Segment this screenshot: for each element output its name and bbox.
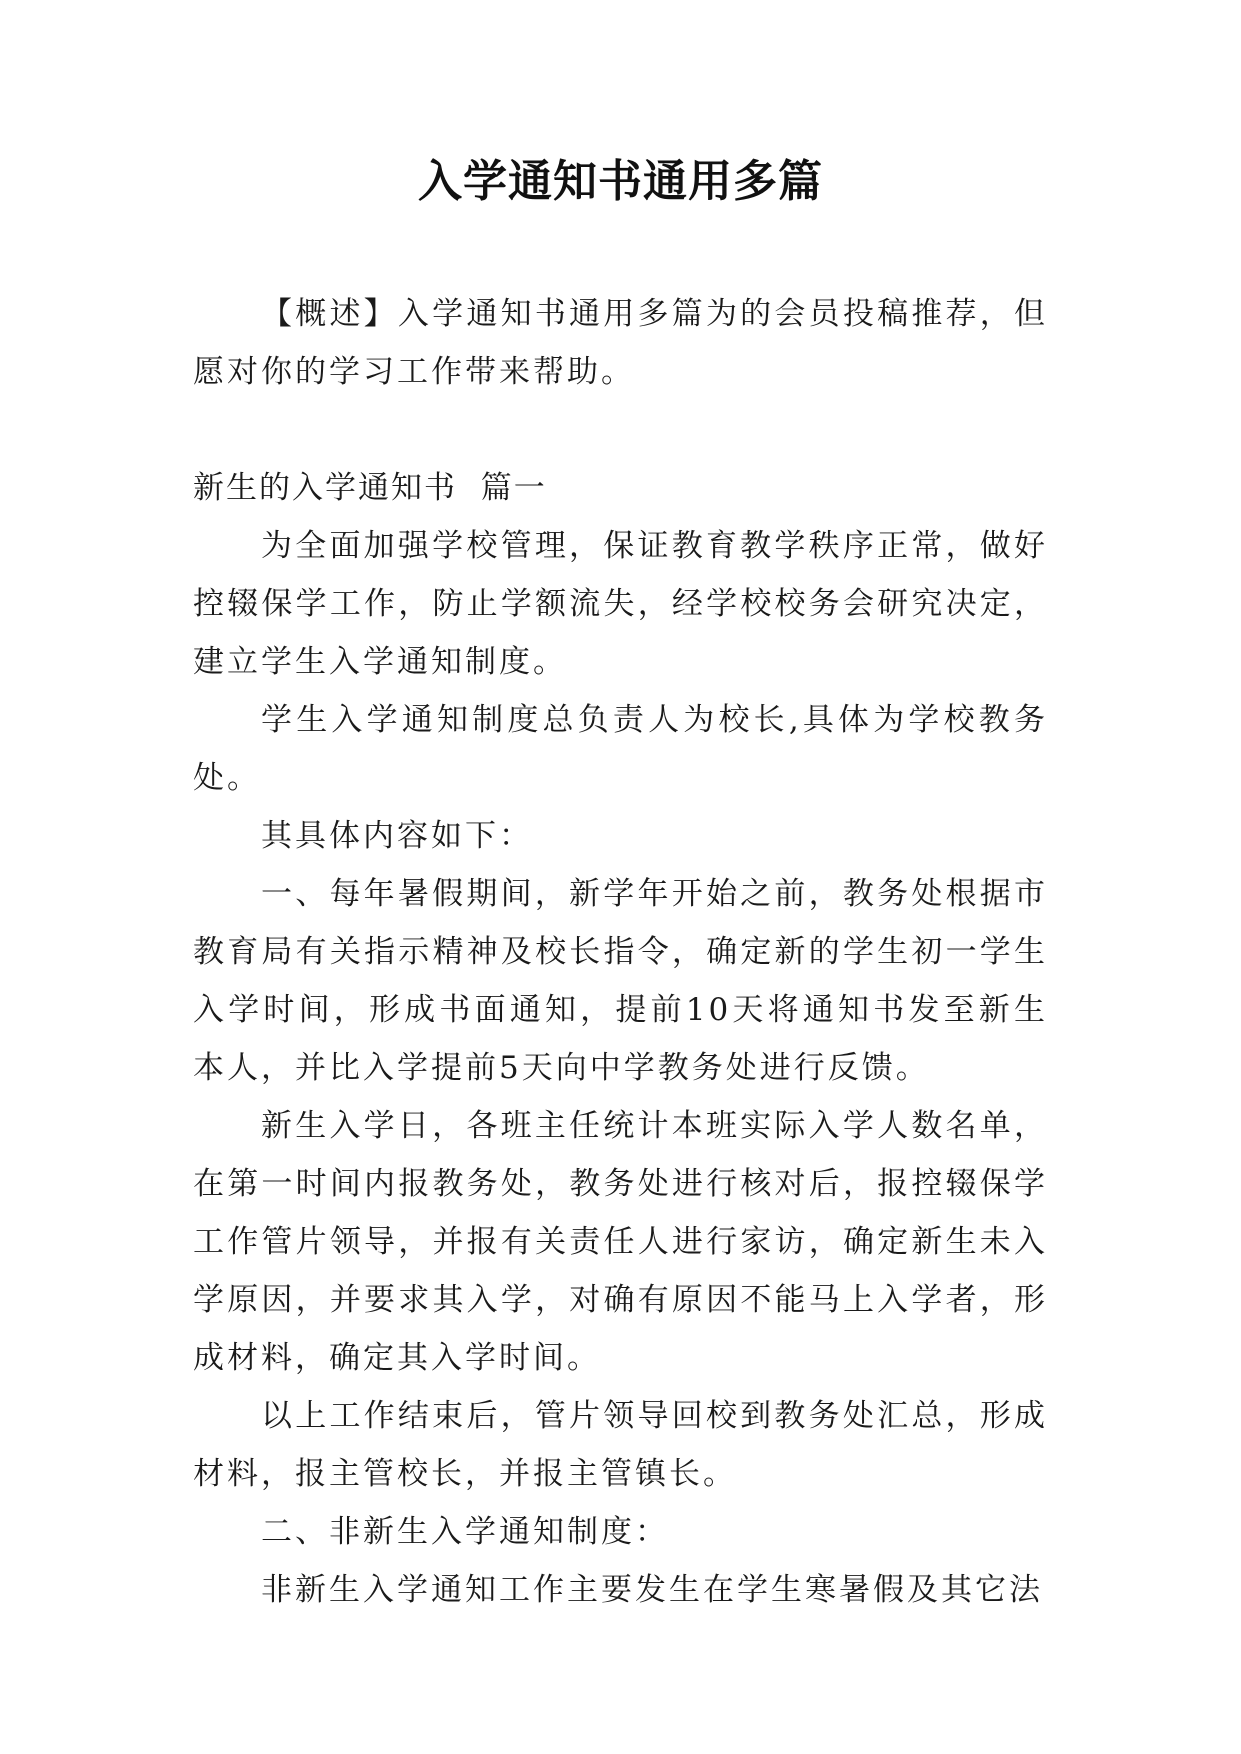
paragraph: 为全面加强学校管理，保证教育教学秩序正常，做好控辍保学工作，防止学额流失，经学校校务会研究决定，建立学生入学通知制度。 [193,528,1048,680]
document-title: 入学通知书通用多篇 [418,156,823,207]
paragraph: 一、每年暑假期间，新学年开始之前，教务处根据市教育局有关指示精神及校长指令，确定新的学生初一学生入学时间，形成书面通知，提前10天将通知书发至新生本人，并比入学提前5天向中学教务处进行反馈。 [193,876,1048,1086]
paragraph: 非新生入学通知工作主要发生在学生寒暑假及其它法 [261,1572,1043,1608]
section-heading: 新生的入学通知书 篇一 [193,470,547,506]
paragraph: 以上工作结束后，管片领导回校到教务处汇总，形成材料，报主管校长，并报主管镇长。 [193,1398,1048,1492]
paragraph: 学生入学通知制度总负责人为校长,具体为学校教务处。 [193,702,1048,796]
paragraph: 二、非新生入学通知制度： [261,1514,669,1550]
document-body [193,285,1048,1619]
paragraph: 新生入学日，各班主任统计本班实际入学人数名单，在第一时间内报教务处，教务处进行核对后，报控辍保学工作管片领导，并报有关责任人进行家访，确定新生未入学原因，并要求其入学，对确有原因不能马上入学者，形成材料，确定其入学时间。 [193,1108,1048,1376]
summary-paragraph: 【概述】入学通知书通用多篇为的会员投稿推荐，但愿对你的学习工作带来帮助。 [193,296,1048,390]
paragraph: 其具体内容如下： [261,818,533,854]
